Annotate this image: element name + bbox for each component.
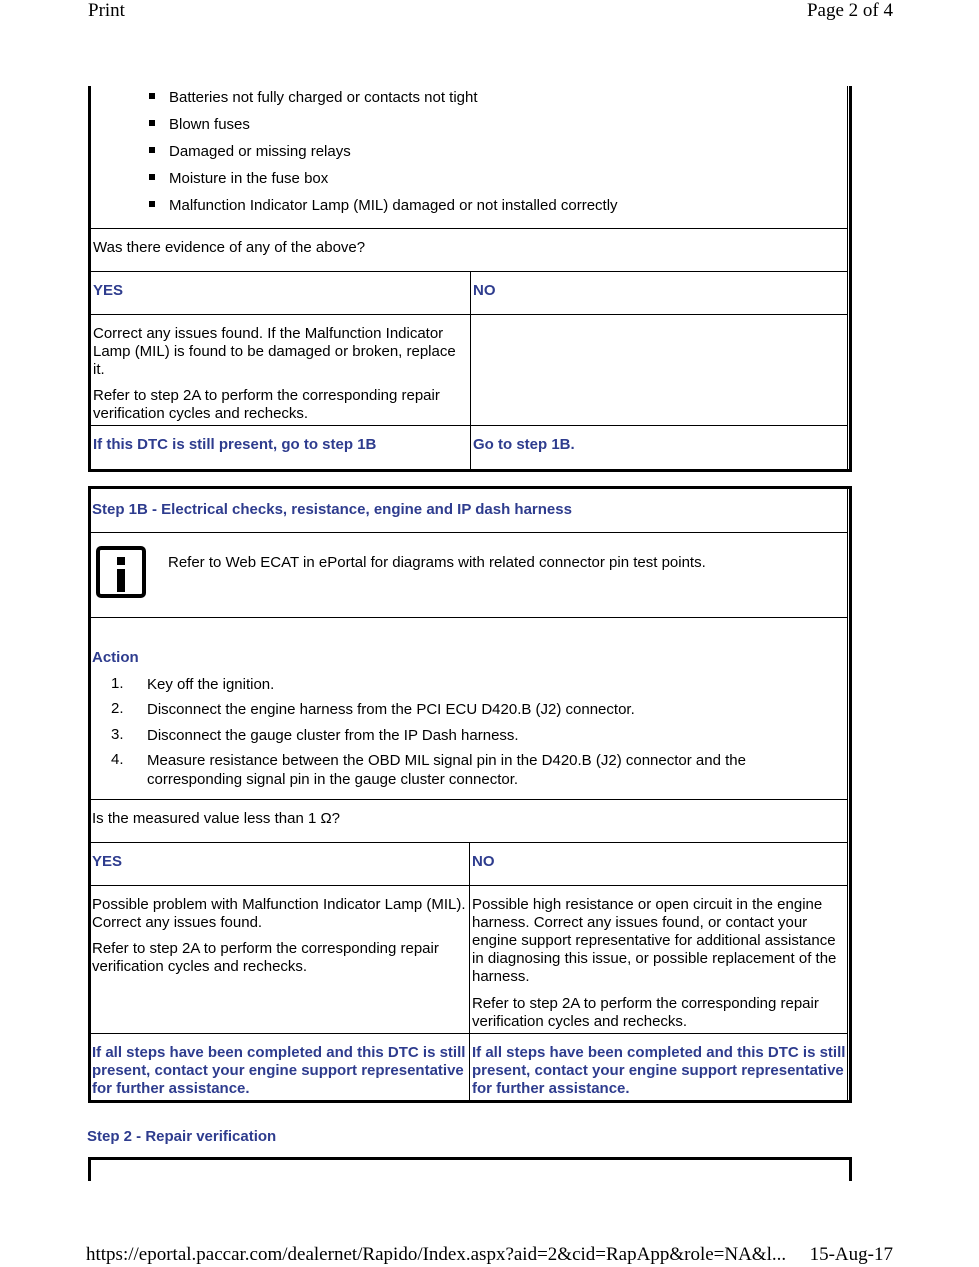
bullet-item: Moisture in the fuse box (149, 170, 328, 187)
footer-date: 15-Aug-17 (809, 1244, 893, 1265)
action-number: 1. (111, 675, 124, 692)
no-next-step: If all steps have been completed and this DTC is still present, contact your engine support representative for further assistance. (472, 1044, 846, 1097)
info-note: Refer to Web ECAT in ePortal for diagrams with related connector pin test points. (168, 554, 706, 571)
question-text: Was there evidence of any of the above? (93, 239, 366, 256)
yes-label: YES (93, 282, 124, 299)
step1b-title: Step 1B - Electrical checks, resistance, engine and IP dash harness (92, 501, 572, 518)
action-number: 3. (111, 726, 124, 743)
yes-answer-text: Correct any issues found. If the Malfunction Indicator Lamp (MIL) is found to be damaged or broken, replace it. (93, 325, 456, 378)
yes-answer-text: Possible problem with Malfunction Indicator Lamp (MIL). Correct any issues found. (92, 896, 466, 931)
no-answer-text: Possible high resistance or open circuit in the engine harness. Correct any issues found, or contact your engine support representative for additional assistance in diagnosing this issue, or possible replacement of the harness. (472, 896, 837, 985)
action-number: 4. (111, 751, 124, 768)
page-number: Page 2 of 4 (806, 0, 893, 21)
bullet-item: Batteries not fully charged or contacts not tight (149, 89, 478, 106)
action-text: Disconnect the engine harness from the PCI ECU D420.B (J2) connector. (147, 701, 635, 718)
bullet-item: Blown fuses (149, 116, 250, 133)
footer-url: https://eportal.paccar.com/dealernet/Rapido/Index.aspx?aid=2&cid=RapApp&role=NA&l... (86, 1244, 787, 1265)
bullet-item: Damaged or missing relays (149, 143, 351, 160)
question-text: Is the measured value less than 1 Ω? (92, 810, 341, 827)
action-text: Disconnect the gauge cluster from the IP Dash harness. (147, 727, 519, 744)
yes-next-step: If all steps have been completed and this DTC is still present, contact your engine support representative for further assistance. (92, 1044, 466, 1097)
yes-answer-reference: Refer to step 2A to perform the corresponding repair verification cycles and rechecks. (92, 940, 439, 975)
print-header-label: Print (88, 0, 125, 21)
action-label: Action (92, 649, 139, 666)
yes-answer-reference: Refer to step 2A to perform the corresponding repair verification cycles and rechecks. (93, 387, 440, 422)
info-icon (96, 546, 146, 598)
no-label: NO (472, 853, 495, 870)
action-text: Measure resistance between the OBD MIL signal pin in the D420.B (J2) connector and the corresponding signal pin in the gauge cluster connector. (147, 752, 746, 788)
no-label: NO (473, 282, 496, 299)
step1b-table (88, 486, 852, 1103)
no-answer-reference: Refer to step 2A to perform the corresponding repair verification cycles and rechecks. (472, 995, 819, 1030)
bullet-item: Malfunction Indicator Lamp (MIL) damaged or not installed correctly (149, 197, 618, 214)
no-next-step: Go to step 1B. (473, 436, 575, 453)
action-number: 2. (111, 700, 124, 717)
yes-label: YES (92, 853, 123, 870)
step1a-table (88, 86, 852, 472)
step2-table (88, 1157, 852, 1181)
action-text: Key off the ignition. (147, 676, 275, 693)
step2-title: Step 2 - Repair verification (87, 1128, 277, 1145)
yes-next-step: If this DTC is still present, go to step 1B (93, 436, 377, 453)
